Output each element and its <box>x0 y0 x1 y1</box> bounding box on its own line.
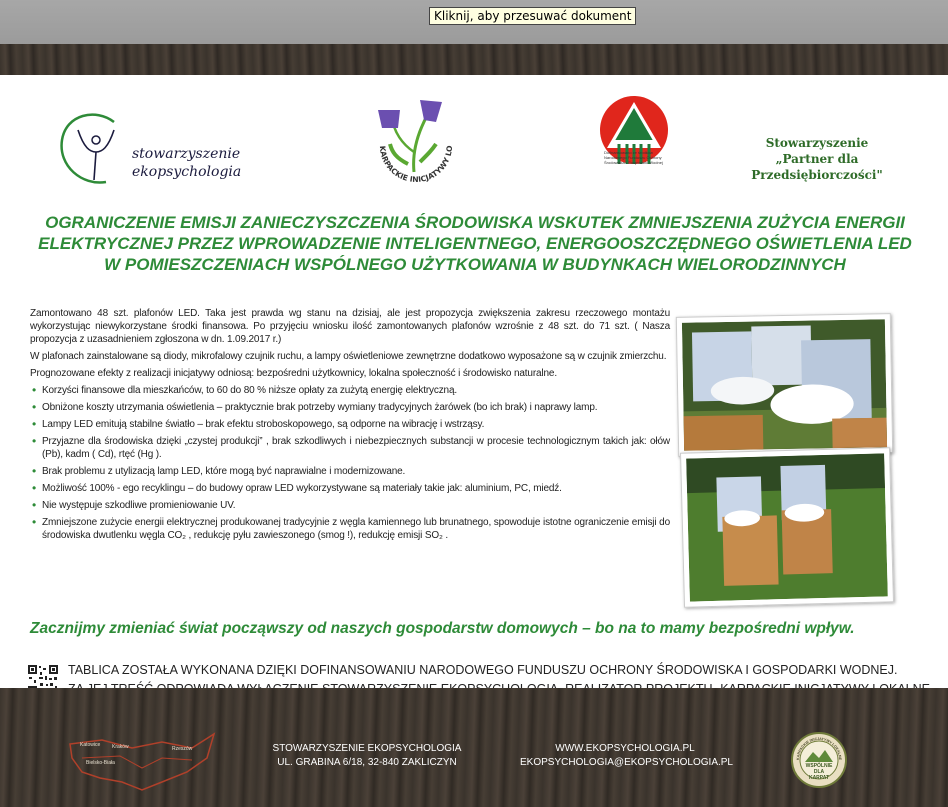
photo-led-boxes-on-grass <box>680 447 894 607</box>
list-item: • Brak problemu z utylizacją lamp LED, które mogą być naprawialne i modernizowane. <box>30 465 670 478</box>
footer-website-link[interactable]: WWW.EKOPSYCHOLOGIA.PL <box>555 743 695 754</box>
slogan: Zacznijmy zmieniać świat począwszy od naszych gospodarstw domowych – bo na to mamy bezpośredni wpływ. <box>30 620 855 637</box>
badge-line2: DLA <box>813 769 825 775</box>
led-boxes-grass-photo-icon <box>686 453 888 601</box>
region-map-icon <box>62 728 222 798</box>
ekopsychologia-logo-line1: stowarzyszenie <box>132 146 241 162</box>
badge-ring-text: KARPACKIE INICJATYWY LOKALNE <box>795 736 843 761</box>
nfosigw-caption: Dofinansowano ze środków Narodowego Funduszu Ochrony Środowiska i Gospodarki Wodnej <box>604 150 663 165</box>
ekopsychologia-emblem-icon <box>56 100 136 188</box>
map-label: Bielsko-Biała <box>86 760 115 766</box>
paragraph: Zamontowano 48 szt. plafonów LED. Taka jest prawda wg stanu na dzisiaj, ale jest propozycja zwiększenia zakresu rzeczowego montażu wykorzystując niewykorzystane środki finansowa. Po przyjęciu wniosku ilość zamontowanych plafonów wzrośnie z 48 szt. do 71 szt. ( Nasza propozycja z uzasadnieniem zgłoszona w dn. 1.09.2017 r.) <box>30 308 670 345</box>
bellflower-icon <box>366 92 466 192</box>
partner-logo <box>742 135 892 183</box>
funding-line1: TABLICA ZOSTAŁA WYKONANA DZIĘKI DOFINANSOWANIU NARODOWEGO FUNDUSZU OCHRONY ŚRODOWISKA I GOSPODARKI WODNEJ. <box>68 663 898 677</box>
ekopsychologia-logo-line2: ekopsychologia <box>132 164 242 180</box>
map-label: Kraków <box>112 744 129 750</box>
svg-text:KARPACKIE INICJATYWY LOKALNE <box>366 92 454 184</box>
badge-line1: WSPÓLNIE <box>805 763 833 769</box>
footer-email-link[interactable]: EKOPSYCHOLOGIA@EKOPSYCHOLOGIA.PL <box>520 757 733 768</box>
list-item: • Korzyści finansowe dla mieszkańców, to 60 do 80 % niższe opłaty za zużytą energię elektryczną. <box>30 384 670 397</box>
footer-address <box>262 742 472 770</box>
badge-line3: KARPAT <box>808 775 830 781</box>
list-item: • Możliwość 100% - ego recyklingu – do budowy opraw LED wykorzystywane są materiały takie jak: aluminium, PC, miedź. <box>30 482 670 495</box>
list-item: • Obniżone koszty utrzymania oświetlenia – praktycznie brak potrzeby wymiany tradycyjnych żarówek (bo ich brak) i naprawy lamp. <box>30 401 670 414</box>
karpackie-inicjatywy-logo <box>366 92 466 192</box>
list-item: • Lampy LED emitują stabilne światło – brak efektu stroboskopowego, są odporne na wibrację i wstrząsy. <box>30 418 670 431</box>
list-item: • Przyjazne dla środowiska dzięki „czystej produkcji” , brak szkodliwych i niebezpiecznych substancji w procesie technologicznym takich jak: ołów (Pb), kadm ( Cd), rtęć (Hg ). <box>30 435 670 461</box>
paragraph: W plafonach zainstalowane są diody, mikrofalowy czujnik ruchu, a lampy oświetleniowe zewnętrzne dodatkowo wyposażone są w czujnik zmierzchu. <box>30 351 667 362</box>
footer-street: UL. GRABINA 6/18, 32-840 ZAKLICZYN <box>277 757 457 768</box>
paragraph: Prognozowane efekty z realizacji inicjatywy odniosą: bezpośredni użytkownicy, lokalna społeczność i środowisko naturalne. <box>30 368 557 379</box>
headline-line2: ELEKTRYCZNEJ PRZEZ WPROWADZENIE INTELIGENTNEGO, ENERGOOSZCZĘDNEGO OŚWIETLENIA LED <box>38 234 912 253</box>
wood-border-top <box>0 44 948 75</box>
partner-logo-line1: Stowarzyszenie <box>765 136 869 150</box>
map-label: Katowice <box>80 742 101 748</box>
map-label: Rzeszów <box>172 746 193 752</box>
headline-line1: OGRANICZENIE EMISJI ZANIECZYSZCZENIA ŚRODOWISKA WSKUTEK ZMNIEJSZENIA ZUŻYCIA ENERGII <box>45 213 905 232</box>
photo-led-lamps-boxes <box>676 313 893 457</box>
partner-logo-line2: „Partner dla <box>775 152 859 166</box>
headline-line3: W POMIESZCZENIACH WSPÓLNEGO UŻYTKOWANIA W BUDYNKACH WIELORODZINNYCH <box>104 255 846 274</box>
partner-logo-line3: Przedsiębiorczości" <box>751 168 883 182</box>
footer-contact <box>520 742 733 770</box>
benefits-list <box>30 384 670 542</box>
list-item: • Zmniejszone zużycie energii elektrycznej produkowanej tradycyjnie z węgla kamiennego lub brunatnego, spowoduje istotne ograniczenie emisji do środowiska dwutlenku węgla CO₂ , redukcję pyłu zawieszonego (smog !), redukcję emisji SO₂ . <box>30 516 670 542</box>
karpackie-logo-text: KARPACKIE INICJATYWY LO <box>377 145 455 185</box>
ekopsychologia-logo <box>56 100 256 188</box>
wspolnie-dla-karpat-badge-icon <box>791 732 847 788</box>
led-lamps-photo-icon <box>682 319 887 451</box>
tooltip: Kliknij, aby przesuwać dokument <box>429 7 636 25</box>
document-headline <box>30 212 920 275</box>
body-text <box>30 307 670 546</box>
list-item: • Nie występuje szkodliwe promieniowanie UV. <box>30 499 670 512</box>
footer-org: STOWARZYSZENIE EKOPSYCHOLOGIA <box>272 743 462 754</box>
